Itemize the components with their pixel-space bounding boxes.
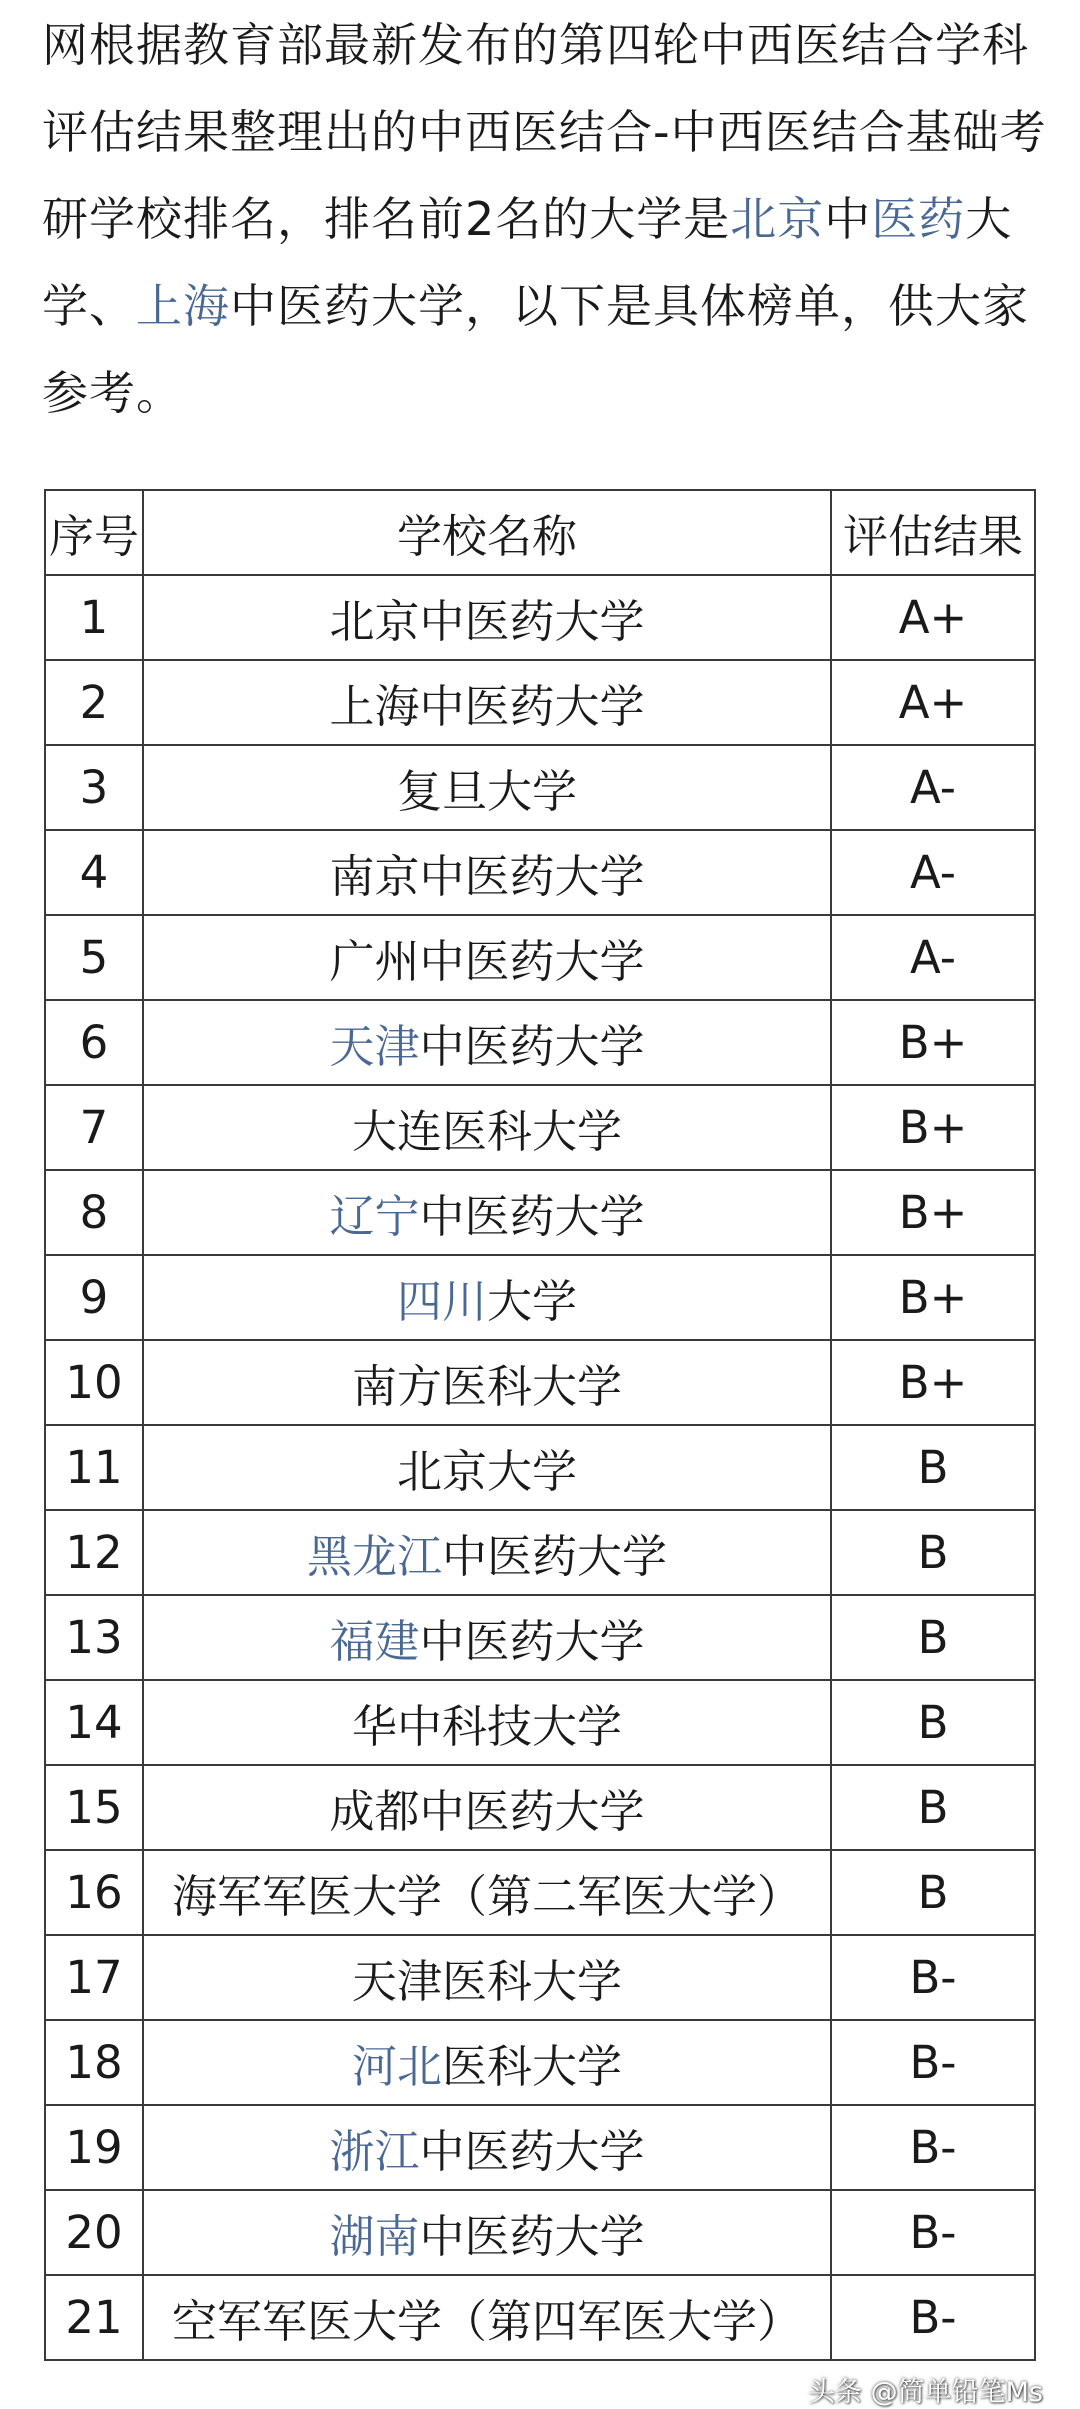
school-name-cell [143, 1255, 831, 1340]
rank-cell: 8 [45, 1170, 143, 1255]
table-row [45, 1000, 1035, 1085]
school-keyword-link[interactable]: 黑龙江 [306, 1530, 442, 1583]
rank-cell: 20 [45, 2190, 143, 2275]
grade-cell: A- [831, 830, 1035, 915]
keyword-link-beijing[interactable]: 北京 [730, 192, 825, 246]
article-intro [42, 2, 1052, 437]
school-name-cell [143, 1595, 831, 1680]
grade-cell: B [831, 1595, 1035, 1680]
grade-cell: B [831, 1425, 1035, 1510]
watermark: 头条 @简单铅笔Ms [808, 2377, 1043, 2408]
rank-cell: 1 [45, 575, 143, 660]
rank-cell: 15 [45, 1765, 143, 1850]
school-name-cell [143, 830, 831, 915]
rank-cell: 12 [45, 1510, 143, 1595]
table-body [45, 575, 1035, 2360]
rank-cell: 4 [45, 830, 143, 915]
school-name-text: 广州中医药大学 [329, 935, 645, 988]
rank-cell: 5 [45, 915, 143, 1000]
rank-cell: 18 [45, 2020, 143, 2105]
table-row [45, 2020, 1035, 2105]
rank-cell: 19 [45, 2105, 143, 2190]
school-name-text: 南方医科大学 [351, 1360, 622, 1413]
school-name-text: 成都中医药大学 [329, 1785, 645, 1838]
table-row [45, 1595, 1035, 1680]
grade-cell: A- [831, 745, 1035, 830]
grade-cell: B- [831, 2105, 1035, 2190]
rank-cell: 16 [45, 1850, 143, 1935]
school-keyword-link[interactable]: 河北 [351, 2040, 442, 2093]
school-name-text: 中医药大学 [419, 2210, 645, 2263]
table-row [45, 575, 1035, 660]
grade-cell: B+ [831, 1340, 1035, 1425]
rank-cell: 21 [45, 2275, 143, 2360]
header-grade: 评估结果 [831, 490, 1035, 575]
table-row [45, 1510, 1035, 1595]
table-row [45, 2275, 1035, 2360]
table-row [45, 2105, 1035, 2190]
school-name-text: 南京中医药大学 [329, 850, 645, 903]
table-row [45, 660, 1035, 745]
school-name-cell [143, 1340, 831, 1425]
school-name-cell [143, 2020, 831, 2105]
table-row [45, 1850, 1035, 1935]
school-name-text: 海军军医大学（第二军医大学） [171, 1870, 802, 1923]
grade-cell: B [831, 1510, 1035, 1595]
table-row [45, 1170, 1035, 1255]
grade-cell: A- [831, 915, 1035, 1000]
table-row [45, 1425, 1035, 1510]
school-name-text: 医科大学 [442, 2040, 623, 2093]
keyword-link-yiyao[interactable]: 医药 [871, 192, 966, 246]
ranking-table [44, 489, 1036, 2361]
intro-text: 大学、 [42, 192, 1013, 333]
table-row [45, 1765, 1035, 1850]
table-row [45, 745, 1035, 830]
school-keyword-link[interactable]: 福建 [329, 1615, 420, 1668]
school-name-cell [143, 1850, 831, 1935]
school-name-text: 天津医科大学 [351, 1955, 622, 2008]
grade-cell: B+ [831, 1255, 1035, 1340]
rank-cell: 10 [45, 1340, 143, 1425]
school-keyword-link[interactable]: 天津 [329, 1020, 420, 1073]
school-keyword-link[interactable]: 辽宁 [329, 1190, 420, 1243]
school-name-cell [143, 1765, 831, 1850]
intro-text: 中医药大学，以下是具体榜单，供大家参考。 [42, 279, 1029, 420]
grade-cell: B- [831, 2020, 1035, 2105]
header-rank: 序号 [45, 490, 143, 575]
school-name-cell [143, 745, 831, 830]
table-row [45, 1085, 1035, 1170]
table-row [45, 1680, 1035, 1765]
rank-cell: 13 [45, 1595, 143, 1680]
keyword-link-shanghai[interactable]: 上海 [136, 279, 230, 333]
rank-cell: 17 [45, 1935, 143, 2020]
school-name-cell [143, 2275, 831, 2360]
grade-cell: A+ [831, 660, 1035, 745]
school-name-text: 中医药大学 [442, 1530, 668, 1583]
school-name-text: 中医药大学 [419, 2125, 645, 2178]
school-name-text: 复旦大学 [396, 765, 577, 818]
grade-cell: B- [831, 2275, 1035, 2360]
school-name-text: 北京大学 [396, 1445, 577, 1498]
table-row [45, 2190, 1035, 2275]
rank-cell: 2 [45, 660, 143, 745]
intro-text: 中 [824, 192, 872, 246]
school-keyword-link[interactable]: 四川 [396, 1275, 487, 1328]
table-row [45, 1340, 1035, 1425]
school-name-text: 大连医科大学 [351, 1105, 622, 1158]
school-name-cell [143, 2190, 831, 2275]
grade-cell: B+ [831, 1000, 1035, 1085]
rank-cell: 14 [45, 1680, 143, 1765]
school-name-text: 中医药大学 [419, 1020, 645, 1073]
school-name-cell [143, 1680, 831, 1765]
table-header-row [45, 490, 1035, 575]
school-name-cell [143, 2105, 831, 2190]
school-name-cell [143, 1935, 831, 2020]
grade-cell: B [831, 1680, 1035, 1765]
grade-cell: B [831, 1850, 1035, 1935]
grade-cell: B- [831, 1935, 1035, 2020]
school-name-cell [143, 575, 831, 660]
grade-cell: B+ [831, 1085, 1035, 1170]
school-name-cell [143, 915, 831, 1000]
table-row [45, 1255, 1035, 1340]
school-name-text: 中医药大学 [419, 1190, 645, 1243]
table-row [45, 1935, 1035, 2020]
grade-cell: B- [831, 2190, 1035, 2275]
rank-cell: 9 [45, 1255, 143, 1340]
school-name-text: 上海中医药大学 [329, 680, 645, 733]
grade-cell: A+ [831, 575, 1035, 660]
grade-cell: B+ [831, 1170, 1035, 1255]
rank-cell: 6 [45, 1000, 143, 1085]
school-name-cell [143, 1425, 831, 1510]
school-name-cell [143, 1085, 831, 1170]
school-name-text: 北京中医药大学 [329, 595, 645, 648]
rank-cell: 7 [45, 1085, 143, 1170]
grade-cell: B [831, 1765, 1035, 1850]
school-name-text: 空军军医大学（第四军医大学） [171, 2295, 802, 2348]
table-row [45, 915, 1035, 1000]
school-name-text: 中医药大学 [419, 1615, 645, 1668]
school-name-cell [143, 1510, 831, 1595]
school-keyword-link[interactable]: 浙江 [329, 2125, 420, 2178]
table-row [45, 830, 1035, 915]
school-keyword-link[interactable]: 湖南 [329, 2210, 420, 2263]
rank-cell: 3 [45, 745, 143, 830]
intro-text: 网根据教育部最新发布的第四轮中西医结合学科评估结果整理出的中西医结合-中西医结合基础考研学校排名，排名前2名的大学是 [42, 18, 1047, 246]
school-name-cell [143, 1170, 831, 1255]
rank-cell: 11 [45, 1425, 143, 1510]
school-name-cell [143, 660, 831, 745]
school-name-cell [143, 1000, 831, 1085]
school-name-text: 大学 [487, 1275, 578, 1328]
school-name-text: 华中科技大学 [351, 1700, 622, 1753]
header-school-name: 学校名称 [143, 490, 831, 575]
